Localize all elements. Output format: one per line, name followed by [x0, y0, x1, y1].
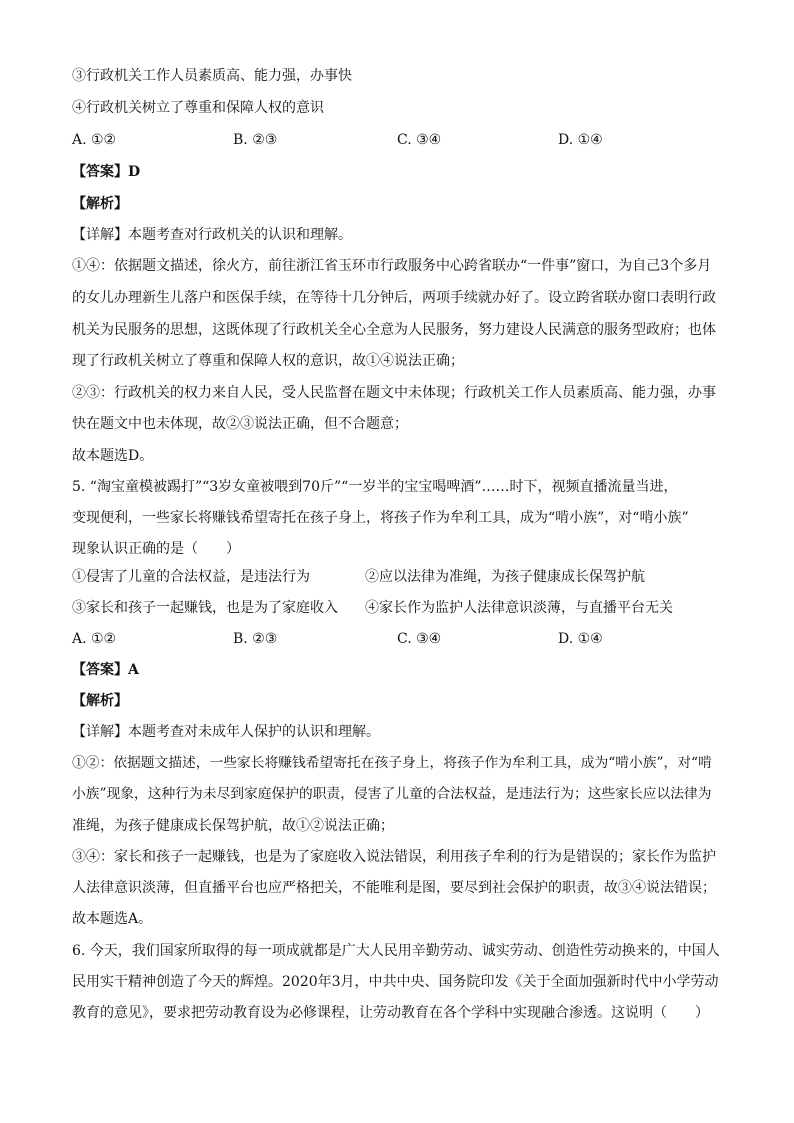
section-label: 【答案】D	[72, 164, 141, 180]
answer-option: D. ①④	[558, 132, 603, 148]
section-label: 【解析】	[72, 196, 128, 212]
text-line: 民用实干精神创造了今天的辉煌。2020年3月，中共中央、国务院印发《关于全面加强新时代中小学劳动	[72, 974, 719, 990]
answer-option: C. ③④	[397, 132, 442, 148]
text-line: 准绳，为孩子健康成长保驾护航，故①②说法正确；	[72, 818, 394, 834]
text-line: 变现便利，一些家长将赚钱希望寄托在孩子身上，将孩子作为牟利工具，成为“啃小族”，对“啃小族”	[72, 510, 689, 526]
text-line: ③④：家长和孩子一起赚钱，也是为了家庭收入说法错误，利用孩子牟利的行为是错误的；家长作为监护	[72, 849, 716, 865]
text-line: 6. 今天，我们国家所取得的每一项成就都是广大人民用辛勤劳动、诚实劳动、创造性劳动换来的，中国人	[72, 943, 720, 959]
answer-option: ③家长和孩子一起赚钱，也是为了家庭收入	[72, 600, 338, 616]
answer-option: ①侵害了儿童的合法权益，是违法行为	[72, 569, 310, 585]
text-line: 机关为民服务的思想，这既体现了行政机关全心全意为人民服务，努力建设人民满意的服务型政府；也体	[72, 322, 716, 338]
text-line: 5. “淘宝童模被踢打”“3岁女童被喂到70斤”“一岁半的宝宝喝啤酒”……时下，视频直播流量当进，	[72, 479, 678, 495]
answer-option: A. ①②	[72, 631, 117, 647]
answer-option: ②应以法律为准绳，为孩子健康成长保驾护航	[365, 569, 645, 585]
answer-option: B. ②③	[233, 631, 278, 647]
text-line: ④行政机关树立了尊重和保障人权的意识	[72, 100, 324, 116]
text-line: 现象认识正确的是（ ）	[72, 541, 240, 557]
text-line: 【详解】本题考查对行政机关的认识和理解。	[72, 227, 352, 243]
text-line: 故本题选A。	[72, 911, 153, 927]
answer-option: A. ①②	[72, 132, 117, 148]
section-label: 【解析】	[72, 693, 128, 709]
answer-option: ④家长作为监护人法律意识淡薄，与直播平台无关	[365, 600, 673, 616]
text-line: ①④：依据题文描述，徐火方，前往浙江省玉环市行政服务中心跨省联办“一件事”窗口，为自己3个多月	[72, 258, 712, 274]
answer-option: C. ③④	[397, 631, 442, 647]
text-line: 故本题选D。	[72, 448, 154, 464]
text-line: 小族”现象，这种行为未尽到家庭保护的职责，侵害了儿童的合法权益，是违法行为；这些家长应以法律为	[72, 786, 712, 802]
section-label: 【答案】A	[72, 662, 139, 678]
text-line: 【详解】本题考查对未成年人保护的认识和理解。	[72, 724, 380, 740]
text-line: 人法律意识淡薄，但直播平台也应严格把关，不能唯利是图，要尽到社会保护的职责，故③④说法错误；	[72, 880, 716, 896]
text-line: 快在题文中也未体现，故②③说法正确，但不合题意；	[72, 416, 408, 432]
text-line: ②③：行政机关的权力来自人民，受人民监督在题文中未体现；行政机关工作人员素质高、能力强，办事	[72, 385, 716, 401]
text-line: 现了行政机关树立了尊重和保障人权的意识，故①④说法正确；	[72, 353, 464, 369]
text-line: 的女儿办理新生儿落户和医保手续，在等待十几分钟后，两项手续就办好了。设立跨省联办窗口表明行政	[72, 290, 716, 306]
answer-option: B. ②③	[233, 132, 278, 148]
answer-option: D. ①④	[558, 631, 603, 647]
text-line: ③行政机关工作人员素质高、能力强，办事快	[72, 68, 352, 84]
text-line: 教育的意见》，要求把劳动教育设为必修课程，让劳动教育在各个学科中实现融合渗透。这说明（ ）	[72, 1005, 709, 1021]
text-line: ①②：依据题文描述，一些家长将赚钱希望寄托在孩子身上，将孩子作为牟利工具，成为“啃小族”，对“啃	[72, 755, 712, 771]
